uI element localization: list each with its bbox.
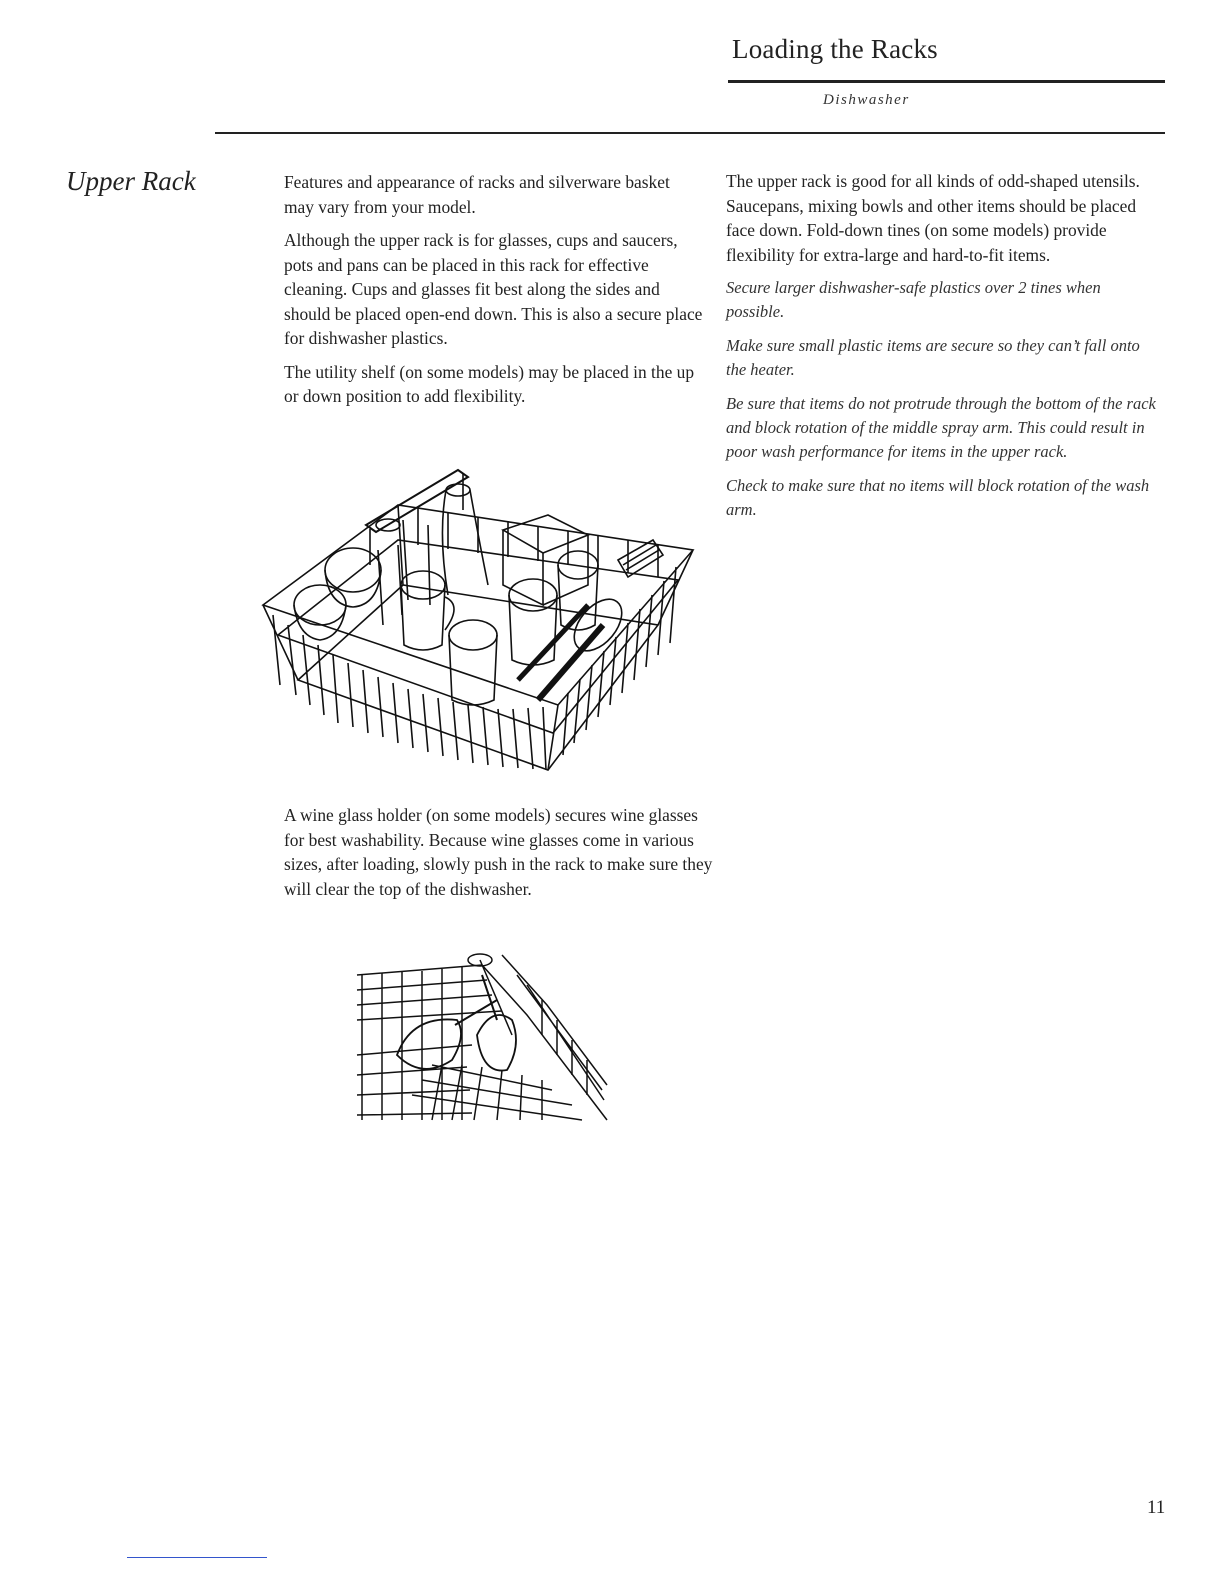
header-rule [728,80,1165,83]
right-column [726,169,1156,532]
note-protrude: Be sure that items do not protrude through the bottom of the rack and block rotation of the middle spray arm. This could result in poor wash performance for items in the upper rack. [726,394,1156,461]
wine-glass-holder-illustration [352,945,612,1130]
paragraph-utility-shelf: The utility shelf (on some models) may be placed in the up or down position to add flexibility. [284,361,695,406]
page-rule [215,132,1165,134]
footer-link-rule [127,1557,267,1558]
note-plastics-tines: Secure larger dishwasher-safe plastics over 2 tines when possible. [726,278,1101,321]
page-number: 11 [1147,1497,1166,1518]
wine-glass-paragraph: A wine glass holder (on some models) secures wine glasses for best washability. Because wine glasses come in various sizes, after loading, slowly push in the rack to make sure they will clear the top of the dishwasher. [284,805,713,899]
paragraph-odd-shaped-utensils: The upper rack is good for all kinds of odd-shaped utensils. Saucepans, mixing bowls and other items should be placed face down. Fold-down tines (on some models) provide flexibility for extra-large and hard-to-fit items. [726,171,1140,265]
note-small-plastic: Make sure small plastic items are secure so they can’t fall onto the heater. [726,336,1140,379]
paragraph-upper-rack-use: Although the upper rack is for glasses, cups and saucers, pots and pans can be placed in this rack for effective cleaning. Cups and glasses fit best along the sides and should be placed open-end down. This is also a secure place for dishwasher plastics. [284,230,703,348]
header-title: Loading the Racks [732,34,938,64]
header-subtitle: Dishwasher [823,92,910,108]
upper-rack-illustration [258,465,698,795]
paragraph-features: Features and appearance of racks and silverware basket may vary from your model. [284,172,670,217]
section-title: Upper Rack [66,166,196,196]
left-column [284,170,704,418]
note-wash-arm: Check to make sure that no items will block rotation of the wash arm. [726,476,1150,519]
